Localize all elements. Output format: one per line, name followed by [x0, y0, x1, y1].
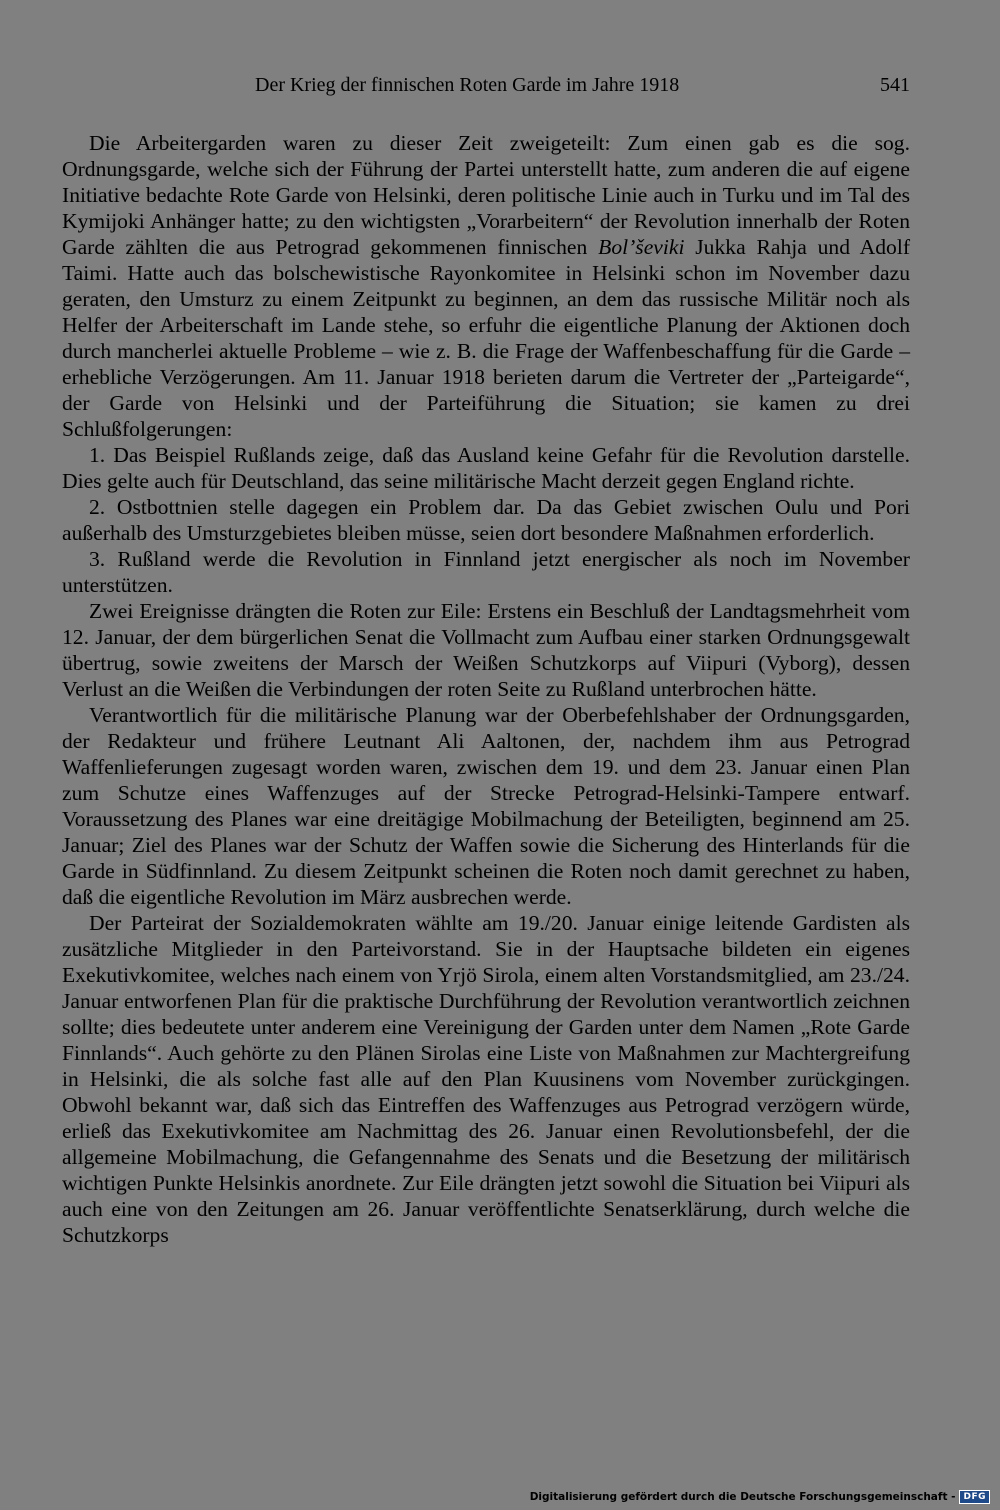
dfg-logo: DFG [959, 1490, 990, 1504]
list-item-paragraph [62, 494, 910, 546]
text-run: Verantwortlich für die militärische Planung war der Oberbefehlshaber der Ordnungsgarden, der Redakteur und frühere Leutnant Ali Aaltonen, der, nachdem ihm aus Petrograd Waffenlieferungen zugesagt worden waren, zwischen dem 19. und dem 23. Januar einen Plan zum Schutze eines Waffenzuges auf der Strecke Petrograd-Helsinki-Tampere entwarf. Voraussetzung des Planes war eine dreitägige Mobilmachung der Beteiligten, beginnend am 25. Januar; Ziel des Planes war der Schutz der Waffen sowie die Sicherung des Hinterlands für die Garde in Südfinnland. Zu diesem Zeitpunkt scheinen die Roten noch damit gerechnet zu haben, daß die eigentliche Revolution im März ausbrechen werde. [62, 703, 910, 909]
body-text [62, 130, 910, 1248]
list-item-paragraph [62, 442, 910, 494]
text-run: 2. Ostbottnien stelle dagegen ein Problem dar. Da das Gebiet zwischen Oulu und Pori außerhalb des Umsturzgebietes bleiben müsse, seien dort besondere Maßnahmen erforderlich. [62, 495, 910, 545]
page-number: 541 [880, 74, 910, 96]
digitization-footer [530, 1490, 990, 1504]
paragraph [62, 130, 910, 442]
italic-text-run: Bol’ševiki [598, 235, 685, 259]
paragraph [62, 702, 910, 910]
running-head-title: Der Krieg der finnischen Roten Garde im Jahre 1918 [255, 74, 680, 96]
text-run: Jukka Rahja und Adolf Taimi. Hatte auch das bolschewistische Rayonkomitee in Helsinki schon im November dazu geraten, den Umsturz zu einem Zeitpunkt zu beginnen, an dem das russische Militär noch als Helfer der Arbeiterschaft im Lande stehe, so erfuhr die eigentliche Planung der Aktionen doch durch mancherlei aktuelle Probleme – wie z. B. die Frage der Waffenbeschaffung für die Garde – erhebliche Verzögerungen. Am 11. Januar 1918 berieten darum die Vertreter der „Parteigarde“, der Garde von Helsinki und der Parteiführung die Situation; sie kamen zu drei Schlußfolgerungen: [62, 235, 911, 441]
list-item-paragraph [62, 546, 910, 598]
text-run: 3. Rußland werde die Revolution in Finnland jetzt energischer als noch im November unterstützen. [62, 547, 910, 597]
text-run: Der Parteirat der Sozialdemokraten wählte am 19./20. Januar einige leitende Gardisten als zusätzliche Mitglieder in den Parteivorstand. Sie in der Hauptsache bildeten ein eigenes Exekutivkomitee, welches nach einem von Yrjö Sirola, einem alten Vorstandsmitglied, am 23./24. Januar entworfenen Plan für die praktische Durchführung der Revolution verantwortlich zeichnen sollte; dies bedeutete unter anderem eine Vereinigung der Garden unter dem Namen „Rote Garde Finnlands“. Auch gehörte zu den Plänen Sirolas eine Liste von Maßnahmen zur Machtergreifung in Helsinki, die als solche fast alle auf den Plan Kuusinens vom November zurückgingen. Obwohl bekannt war, daß sich das Eintreffen des Waffenzuges aus Petrograd verzögern würde, erließ das Exekutivkomitee am Nachmittag des 26. Januar einen Revolutionsbefehl, der die allgemeine Mobilmachung, die Gefangennahme des Senats und die Besetzung der militärisch wichtigen Punkte Helsinkis anordnete. Zur Eile drängten jetzt sowohl die Situation bei Viipuri als auch eine von den Zeitungen am 26. Januar veröffentlichte Senatserklärung, durch welche die Schutzkorps [62, 911, 910, 1247]
text-run: 1. Das Beispiel Rußlands zeige, daß das Ausland keine Gefahr für die Revolution darstelle. Dies gelte auch für Deutschland, das seine militärische Macht derzeit gegen England richte. [62, 443, 910, 493]
running-head [62, 70, 910, 100]
paragraph [62, 598, 910, 702]
paragraph [62, 910, 910, 1248]
text-run: Die Arbeitergarden waren zu dieser Zeit zweigeteilt: Zum einen gab es die sog. Ordnungsgarde, welche sich der Führung der Partei unterstellt hatte, zum anderen die auf eigene Initiative bedachte Rote Garde von Helsinki, deren politische Linie auch in Turku und im Tal des Kymijoki Anhänger hatte; zu den wichtigsten „Vorarbeitern“ der Revolution innerhalb der Roten Garde zählten die aus Petrograd gekommenen finnischen [62, 131, 910, 259]
footer-text: Digitalisierung gefördert durch die Deutsche Forschungsgemeinschaft - [529, 1491, 956, 1503]
text-run: Zwei Ereignisse drängten die Roten zur Eile: Erstens ein Beschluß der Landtagsmehrheit vom 12. Januar, der dem bürgerlichen Senat die Vollmacht zum Aufbau einer starken Ordnungsgewalt übertrug, sowie zweitens der Marsch der Weißen Schutzkorps auf Viipuri (Vyborg), dessen Verlust an die Weißen die Verbindungen der roten Seite zu Rußland unterbrochen hätte. [62, 599, 910, 701]
